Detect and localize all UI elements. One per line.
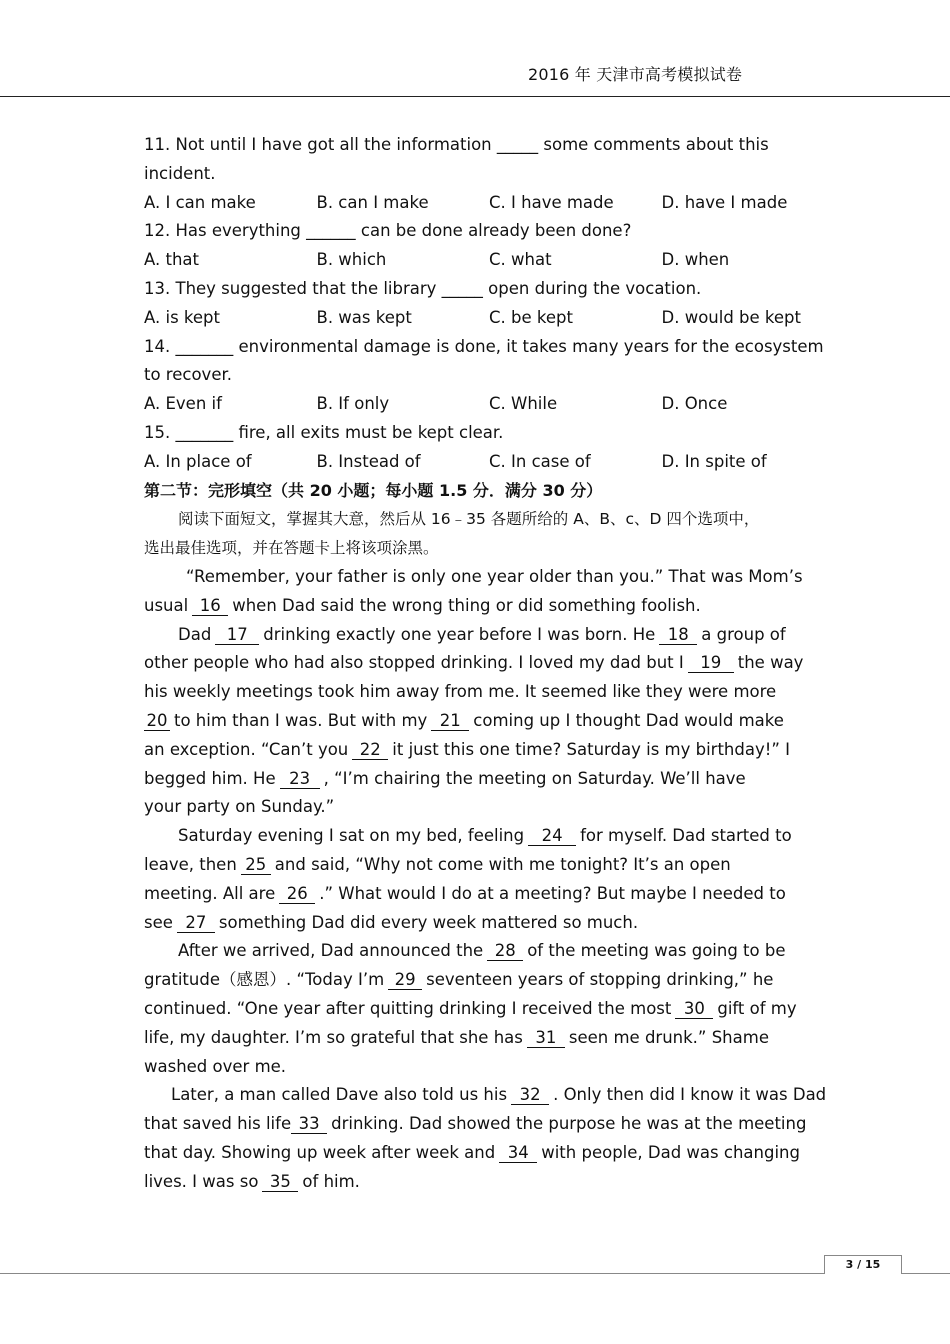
blank-28: 28 — [487, 939, 523, 961]
section-instructions: 阅读下面短文，掌握其大意，然后从 16﹣35 各题所给的 A、B、c、D 四个选项中， — [178, 510, 760, 529]
question-11-options — [144, 189, 814, 218]
question-11-stem-cont: incident. — [144, 163, 216, 183]
header-divider — [0, 96, 950, 97]
option-b: B. If only — [316, 394, 390, 414]
passage-line: your party on Sunday.” — [144, 797, 335, 817]
option-a: A. that — [144, 250, 199, 270]
passage-line: other people who had also stopped drinking. I loved my dad but I 19 the way — [144, 653, 804, 673]
option-a: A. is kept — [144, 307, 220, 327]
passage-line: life, my daughter. I’m so grateful that she has 31 seen me drunk.” Shame — [144, 1027, 769, 1047]
section-title: 第二节：完形填空（共 20 小题；每小题 1.5 分．满分 30 分） — [144, 480, 603, 500]
blank-34: 34 — [499, 1141, 537, 1163]
option-c: C. be kept — [489, 307, 573, 327]
question-14-stem-cont: to recover. — [144, 365, 232, 385]
option-d: D. Once — [661, 394, 728, 414]
blank-21: 21 — [431, 709, 469, 731]
passage-line: Later, a man called Dave also told us his 32 . Only then did I know it was Dad — [171, 1085, 827, 1105]
blank-22: 22 — [352, 738, 388, 760]
section-instructions-cont: 选出最佳选项，并在答题卡上将该项涂黑。 — [144, 539, 439, 558]
passage-line: lives. I was so 35 of him. — [144, 1171, 360, 1191]
blank-35: 35 — [262, 1170, 298, 1192]
page-header-title: 2016 年 天津市高考模拟试卷 — [528, 65, 743, 84]
passage-line: Dad 17 drinking exactly one year before I was born. He 18 a group of — [178, 624, 786, 644]
passage-line: After we arrived, Dad announced the 28 of the meeting was going to be — [178, 941, 786, 961]
question-14-options — [144, 390, 814, 419]
passage-line: see 27 something Dad did every week mattered so much. — [144, 912, 639, 932]
question-15-stem: 15. _______ fire, all exits must be kept clear. — [144, 422, 504, 442]
document-body — [144, 131, 827, 1196]
option-c: C. In case of — [489, 451, 591, 471]
passage-line: meeting. All are 26 .” What would I do at a meeting? But maybe I needed to — [144, 883, 786, 903]
passage-line: begged him. He 23 , “I’m chairing the meeting on Saturday. We’ll have — [144, 768, 746, 788]
option-b: B. can I make — [316, 192, 429, 212]
question-13-options — [144, 304, 814, 333]
passage-line: 20 to him than I was. But with my 21 coming up I thought Dad would make — [144, 707, 814, 736]
blank-30: 30 — [675, 997, 713, 1019]
passage-line: Saturday evening I sat on my bed, feeling 24 for myself. Dad started to — [178, 826, 792, 846]
blank-32: 32 — [511, 1083, 549, 1105]
question-11-stem: 11. Not until I have got all the information _____ some comments about this — [144, 135, 769, 154]
footer-divider — [0, 1273, 950, 1274]
option-a: A. In place of — [144, 451, 252, 471]
blank-25: 25 — [241, 853, 271, 875]
blank-29: 29 — [388, 968, 422, 990]
option-d: D. when — [661, 250, 730, 270]
blank-31: 31 — [527, 1026, 565, 1048]
blank-23: 23 — [280, 767, 320, 789]
option-a: A. I can make — [144, 192, 256, 212]
passage-line: usual 16 when Dad said the wrong thing or did something foolish. — [144, 595, 701, 615]
blank-19: 19 — [688, 651, 734, 673]
option-d: D. In spite of — [661, 451, 767, 471]
option-d: D. have I made — [661, 192, 788, 212]
question-14-stem: 14. _______ environmental damage is done, it takes many years for the ecosystem — [144, 336, 824, 356]
passage-line: that saved his life 33 drinking. Dad showed the purpose he was at the meeting — [144, 1114, 807, 1134]
passage-line: gratitude（感恩）. “Today I’m 29 seventeen years of stopping drinking,” he — [144, 970, 774, 990]
passage-line: that day. Showing up week after week and 34 with people, Dad was changing — [144, 1142, 800, 1162]
blank-27: 27 — [177, 911, 215, 933]
blank-24: 24 — [528, 824, 576, 846]
option-c: C. what — [489, 250, 552, 270]
passage-line: washed over me. — [144, 1056, 287, 1076]
option-b: B. was kept — [316, 307, 412, 327]
passage-line: his weekly meetings took him away from me. It seemed like they were more — [144, 682, 777, 702]
question-15-options — [144, 448, 814, 477]
passage-line: an exception. “Can’t you 22 it just this one time? Saturday is my birthday!” I — [144, 739, 791, 759]
passage-line: continued. “One year after quitting drinking I received the most 30 gift of my — [144, 998, 797, 1018]
option-c: C. While — [489, 394, 558, 414]
blank-18: 18 — [659, 623, 697, 645]
blank-17: 17 — [215, 623, 259, 645]
question-12-options — [144, 246, 814, 275]
page-number: 3 / 15 — [824, 1255, 902, 1274]
option-d: D. would be kept — [661, 307, 801, 327]
blank-26: 26 — [279, 882, 315, 904]
option-b: B. which — [316, 250, 387, 270]
passage-line: leave, then 25 and said, “Why not come with me tonight? It’s an open — [144, 854, 731, 874]
blank-33: 33 — [291, 1112, 327, 1134]
blank-20: 20 — [144, 709, 170, 731]
option-c: C. I have made — [489, 192, 614, 212]
option-a: A. Even if — [144, 394, 222, 414]
blank-16: 16 — [192, 594, 228, 616]
option-b: B. Instead of — [316, 451, 421, 471]
question-13-stem: 13. They suggested that the library _____ open during the vocation. — [144, 278, 702, 298]
passage-line: “Remember, your father is only one year older than you.” That was Mom’s — [186, 566, 803, 586]
question-12-stem: 12. Has everything ______ can be done already been done? — [144, 221, 632, 241]
